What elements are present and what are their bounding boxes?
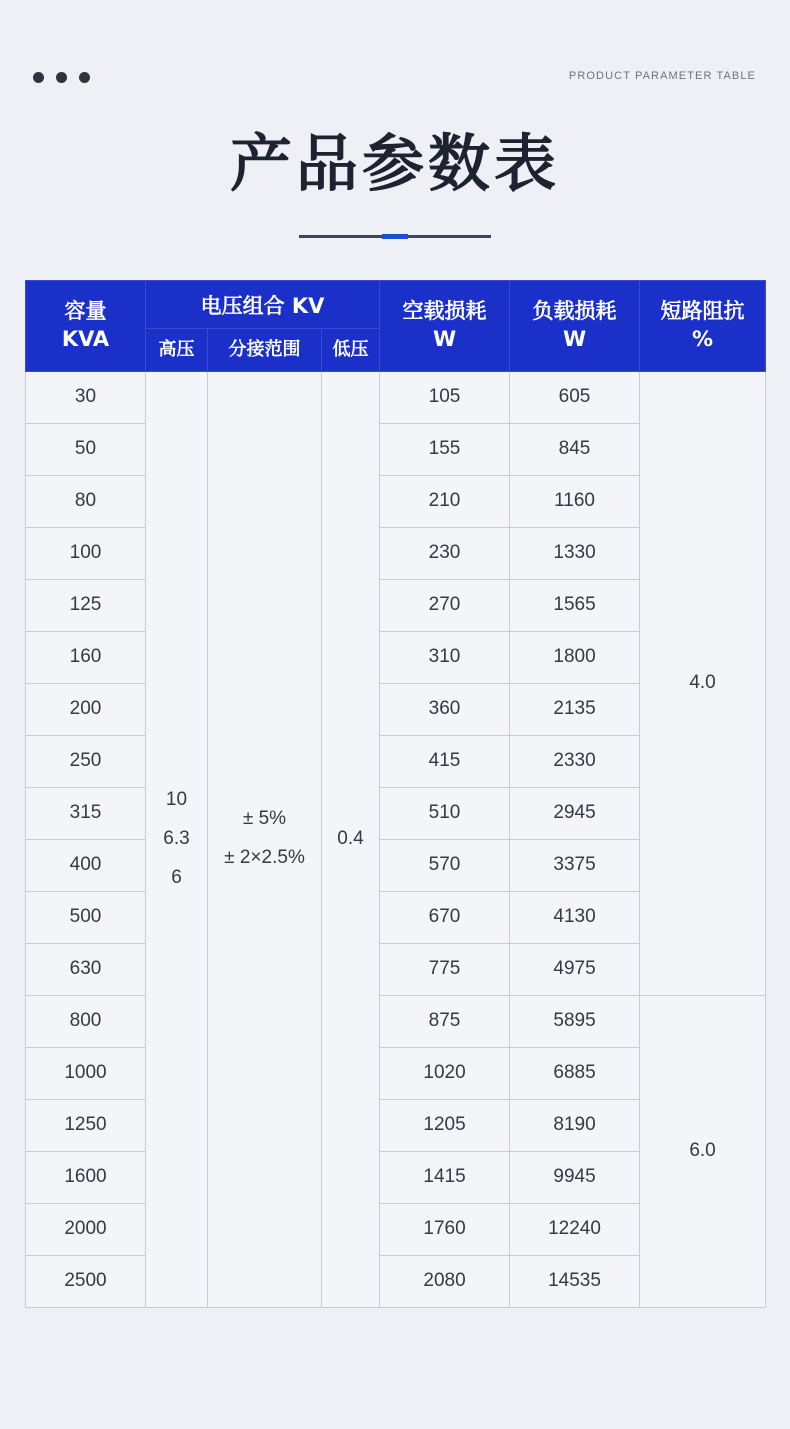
cell-no-load-loss: 510 (380, 787, 510, 839)
cell-capacity: 1250 (26, 1099, 146, 1151)
header-capacity-line1: 容量 (64, 299, 107, 324)
page-header (0, 0, 790, 110)
cell-no-load-loss: 230 (380, 527, 510, 579)
cell-capacity: 80 (26, 475, 146, 527)
header-load-loss-line1: 负载损耗 (532, 299, 617, 324)
tap-range-option-2: ± 2×2.5% (224, 847, 305, 869)
cell-no-load-loss: 2080 (380, 1255, 510, 1307)
cell-no-load-loss: 1760 (380, 1203, 510, 1255)
cell-load-loss: 1160 (510, 475, 640, 527)
high-voltage-option-3: 6 (171, 866, 182, 888)
cell-capacity: 1000 (26, 1047, 146, 1099)
cell-load-loss: 5895 (510, 995, 640, 1047)
header-voltage-low: 低压 (322, 329, 380, 371)
cell-capacity: 800 (26, 995, 146, 1047)
cell-load-loss: 2945 (510, 787, 640, 839)
cell-load-loss: 9945 (510, 1151, 640, 1203)
cell-capacity: 630 (26, 943, 146, 995)
cell-load-loss: 1800 (510, 631, 640, 683)
cell-load-loss: 12240 (510, 1203, 640, 1255)
cell-load-loss: 1330 (510, 527, 640, 579)
cell-no-load-loss: 210 (380, 475, 510, 527)
parameter-table-body (26, 371, 766, 1307)
cell-capacity: 30 (26, 371, 146, 423)
cell-no-load-loss: 670 (380, 891, 510, 943)
cell-no-load-loss: 775 (380, 943, 510, 995)
header-no-load-loss-line2: W (432, 326, 457, 351)
cell-tap-range (208, 371, 322, 1307)
header-voltage-high: 高压 (146, 329, 208, 371)
header-impedance-line2: % (692, 326, 714, 351)
cell-load-loss: 6885 (510, 1047, 640, 1099)
cell-no-load-loss: 415 (380, 735, 510, 787)
cell-load-loss: 1565 (510, 579, 640, 631)
cell-capacity: 125 (26, 579, 146, 631)
cell-no-load-loss: 155 (380, 423, 510, 475)
cell-load-loss: 14535 (510, 1255, 640, 1307)
cell-no-load-loss: 1415 (380, 1151, 510, 1203)
table-header-row-1 (26, 281, 766, 329)
cell-low-voltage: 0.4 (322, 371, 380, 1307)
header-load-loss (510, 281, 640, 371)
cell-capacity: 250 (26, 735, 146, 787)
header-no-load-loss-line1: 空载损耗 (402, 299, 487, 324)
cell-load-loss: 4975 (510, 943, 640, 995)
table-row (26, 371, 766, 423)
cell-no-load-loss: 1205 (380, 1099, 510, 1151)
header-impedance-line1: 短路阻抗 (660, 299, 745, 324)
header-load-loss-line2: W (562, 326, 587, 351)
high-voltage-option-2: 6.3 (163, 827, 190, 849)
cell-no-load-loss: 360 (380, 683, 510, 735)
parameter-table-wrapper (25, 280, 765, 1307)
cell-capacity: 1600 (26, 1151, 146, 1203)
header-voltage-group: 电压组合 KV (146, 281, 380, 329)
cell-load-loss: 2135 (510, 683, 640, 735)
header-eyebrow: PRODUCT PARAMETER TABLE (568, 70, 756, 82)
cell-capacity: 50 (26, 423, 146, 475)
cell-capacity: 500 (26, 891, 146, 943)
cell-load-loss: 845 (510, 423, 640, 475)
cell-load-loss: 8190 (510, 1099, 640, 1151)
cell-load-loss: 605 (510, 371, 640, 423)
cell-capacity: 160 (26, 631, 146, 683)
page-title: 产品参数表 (229, 127, 560, 200)
cell-no-load-loss: 570 (380, 839, 510, 891)
cell-impedance-group-2: 6.0 (640, 995, 766, 1307)
title-divider (299, 235, 491, 238)
cell-capacity: 2500 (26, 1255, 146, 1307)
cell-high-voltage (146, 371, 208, 1307)
cell-capacity: 400 (26, 839, 146, 891)
three-dots-icon (33, 72, 90, 83)
cell-load-loss: 4130 (510, 891, 640, 943)
cell-capacity: 315 (26, 787, 146, 839)
cell-no-load-loss: 270 (380, 579, 510, 631)
tap-range-option-1: ± 5% (242, 808, 287, 830)
header-no-load-loss (380, 281, 510, 371)
cell-capacity: 100 (26, 527, 146, 579)
cell-no-load-loss: 1020 (380, 1047, 510, 1099)
high-voltage-option-1: 10 (165, 788, 188, 810)
cell-capacity: 200 (26, 683, 146, 735)
header-capacity (26, 281, 146, 371)
cell-no-load-loss: 105 (380, 371, 510, 423)
title-block (0, 128, 790, 238)
parameter-table (25, 280, 766, 1307)
cell-impedance-group-1: 4.0 (640, 371, 766, 995)
header-impedance (640, 281, 766, 371)
header-capacity-line2: KVA (61, 326, 110, 351)
table-row (26, 995, 766, 1047)
cell-no-load-loss: 310 (380, 631, 510, 683)
header-voltage-tap: 分接范围 (208, 329, 322, 371)
cell-no-load-loss: 875 (380, 995, 510, 1047)
cell-load-loss: 2330 (510, 735, 640, 787)
cell-load-loss: 3375 (510, 839, 640, 891)
cell-capacity: 2000 (26, 1203, 146, 1255)
